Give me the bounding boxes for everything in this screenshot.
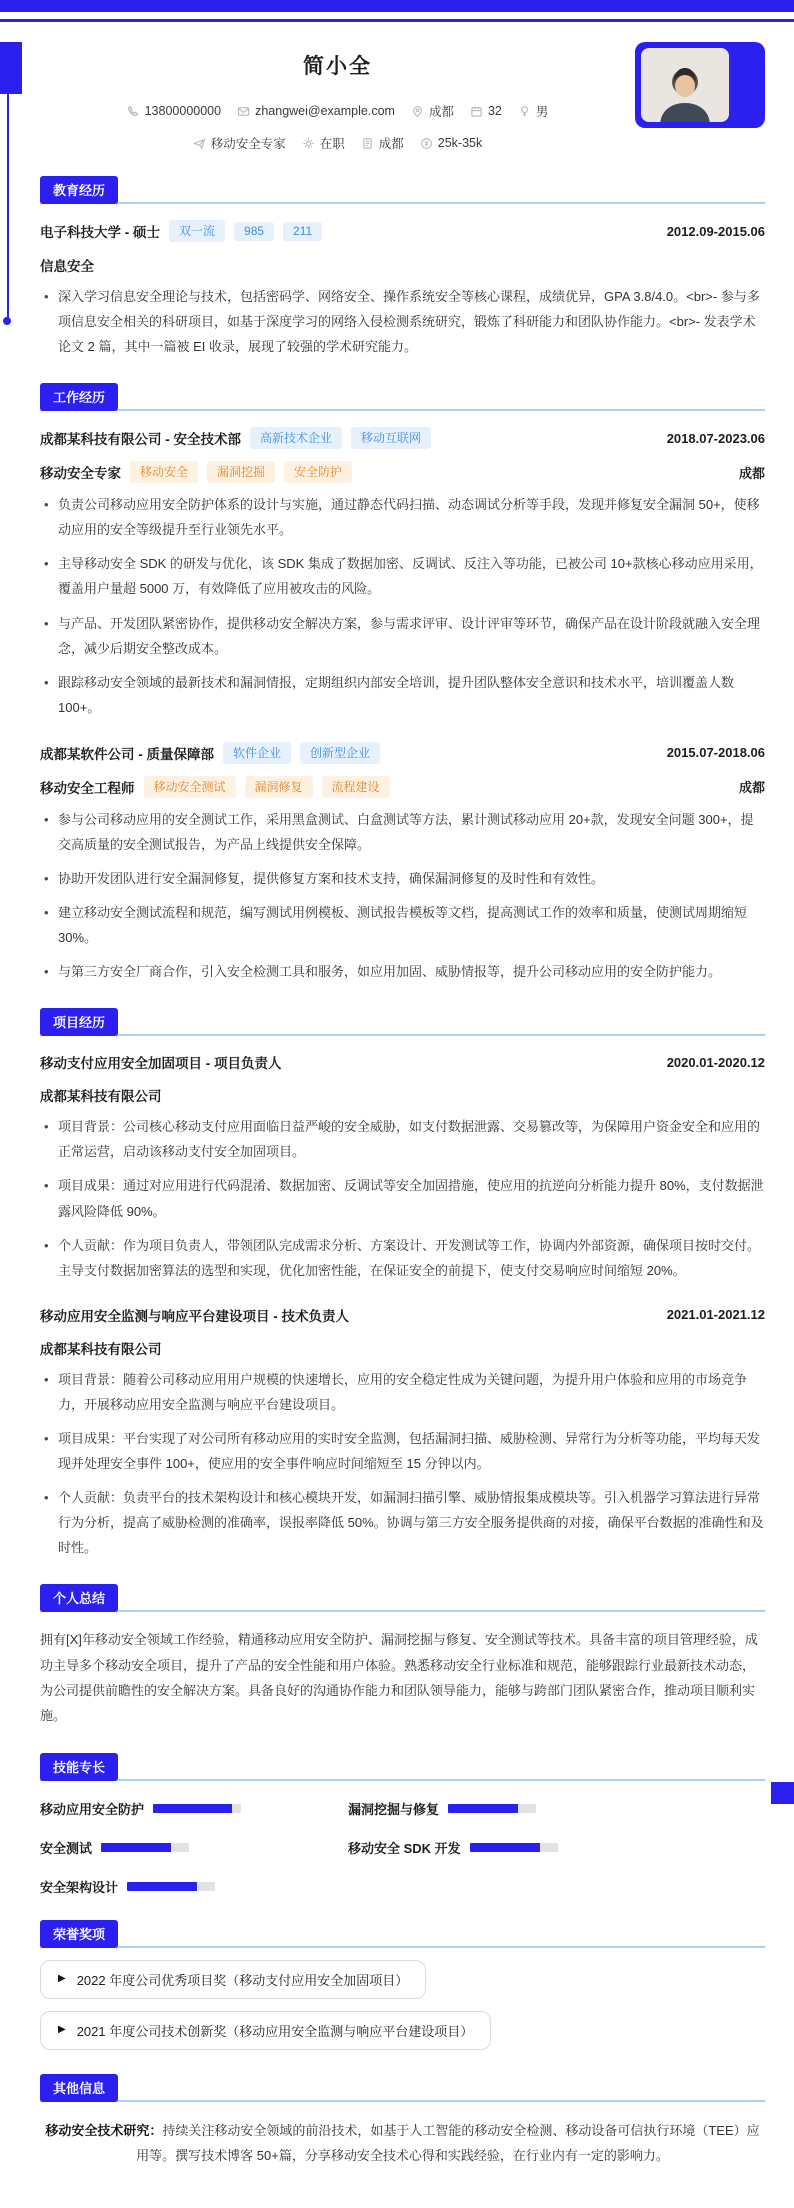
work-bullet: • 建立移动安全测试流程和规范，编写测试用例模板、测试报告模板等文档，提高测试工作的效率和质量，使测试周期缩短 30%。 <box>40 900 765 950</box>
section-education <box>40 176 765 359</box>
top-accent-bar <box>0 0 794 12</box>
project-company: 成都某科技有限公司 <box>40 1089 162 1105</box>
section-title-badge: 荣誉奖项 <box>40 1920 118 1948</box>
section-header <box>40 1753 765 1781</box>
role-tag: 移动安全 <box>130 461 198 483</box>
school-tag: 985 <box>234 222 274 241</box>
company-tag: 软件企业 <box>223 742 291 764</box>
skill-bar-track <box>153 1804 241 1813</box>
candidate-name: 简小全 <box>303 55 372 78</box>
section-header <box>40 383 765 411</box>
section-title-badge: 其他信息 <box>40 2074 118 2102</box>
age-icon <box>470 105 483 118</box>
left-accent-line <box>7 94 9 318</box>
left-accent-dot <box>3 317 11 325</box>
section-work <box>40 383 765 984</box>
project-bullet: • 项目成果：平台实现了对公司所有移动应用的实时安全监测，包括漏洞扫描、威胁检测、异常行为分析等功能，平均每天发现并处理安全事件 100+，使应用的安全事件响应时间缩短至 15 分钟以内。 <box>40 1426 765 1476</box>
honor-text: 2022 年度公司优秀项目奖（移动支付应用安全加固项目） <box>76 1972 409 1988</box>
other-info-text: 持续关注移动安全领域的前沿技术，如基于人工智能的移动安全检测、移动设备可信执行环境（TEE）应用等。撰写技术博客 50+篇，分享移动安全技术心得和实践经验，在行业内有一定的影响力。 <box>136 2122 760 2164</box>
skill-item <box>348 1838 765 1857</box>
role-tag: 漏洞挖掘 <box>207 461 275 483</box>
role-tag: 漏洞修复 <box>245 776 313 798</box>
role-tag: 安全防护 <box>284 461 352 483</box>
skill-label: 移动安全 SDK 开发 <box>348 1840 461 1856</box>
photo-frame <box>635 42 765 128</box>
contact-row-intention <box>40 134 635 152</box>
section-header <box>40 2074 765 2102</box>
project-bullet: • 个人贡献：负责平台的技术架构设计和核心模块开发，如漏洞扫描引擎、威胁情报集成模块等。引入机器学习算法进行异常行为分析，提高了威胁检测的准确率，误报率降低 50%。协调与第三方安全服务提供商的对接，确保平台数据的准确性和及时性。 <box>40 1485 765 1560</box>
company-tag: 创新型企业 <box>300 742 380 764</box>
skill-item <box>348 1799 765 1818</box>
project-bullet: • 项目背景：随着公司移动应用用户规模的快速增长，应用的安全稳定性成为关键问题，为提升用户体验和应用的市场竞争力，开展移动应用安全监测与响应平台建设项目。 <box>40 1367 765 1417</box>
work-bullet: • 与产品、开发团队紧密协作，提供移动安全解决方案，参与需求评审、设计评审等环节，确保产品在设计阶段就融入安全理念，减少后期安全整改成本。 <box>40 611 765 661</box>
work-bullet: • 负责公司移动应用安全防护体系的设计与实施，通过静态代码扫描、动态调试分析等手段，发现并修复安全漏洞 50+，使移动应用的安全等级提升至行业领先水平。 <box>40 492 765 542</box>
skill-bar-fill <box>153 1804 232 1813</box>
city-icon <box>361 137 374 150</box>
role-title: 移动安全工程师 <box>40 780 135 796</box>
role-tag: 流程建设 <box>322 776 390 798</box>
work-date: 2018.07-2023.06 <box>666 430 765 446</box>
contact-job-intent: 移动安全专家 <box>193 134 286 152</box>
gender-icon <box>518 105 531 118</box>
education-bullet: • 深入学习信息安全理论与技术，包括密码学、网络安全、操作系统安全等核心课程，成绩优异，GPA 3.8/4.0。<br>- 参与多项信息安全相关的科研项目，如基于深度学习的网络入侵检测系统研究，锻炼了科研能力和团队协作能力。<br>- 发表学术论文 2 篇，其中一篇被 EI 收录，展现了较强的学术研究能力。 <box>40 284 765 359</box>
skill-item <box>40 1877 348 1896</box>
skill-label: 漏洞挖掘与修复 <box>348 1801 440 1817</box>
education-major: 信息安全 <box>40 259 94 274</box>
left-accent-square <box>0 42 22 94</box>
work-role-row <box>40 776 765 798</box>
work-location: 成都 <box>738 465 765 481</box>
honor-text: 2021 年度公司技术创新奖（移动应用安全监测与响应平台建设项目） <box>76 2023 474 2039</box>
contact-age: 32 <box>470 104 502 118</box>
school-name: 电子科技大学 - 硕士 <box>40 225 160 240</box>
project-entry-header <box>40 1052 765 1072</box>
work-entry-header <box>40 742 765 764</box>
section-title-badge: 项目经历 <box>40 1008 118 1036</box>
section-title-badge: 教育经历 <box>40 176 118 204</box>
work-bullet: • 协助开发团队进行安全漏洞修复，提供修复方案和技术支持，确保漏洞修复的及时性和有效性。 <box>40 866 765 891</box>
section-title-badge: 技能专长 <box>40 1753 118 1781</box>
project-name: 移动应用安全监测与响应平台建设项目 - 技术负责人 <box>40 1308 349 1324</box>
email-icon <box>237 105 250 118</box>
contact-email: zhangwei@example.com <box>237 104 395 118</box>
school-tag: 双一流 <box>169 220 225 242</box>
education-date: 2012.09-2015.06 <box>666 223 765 239</box>
skill-bar-track <box>127 1882 215 1891</box>
section-skills <box>40 1753 765 1896</box>
resume-header <box>40 38 765 152</box>
project-name: 移动支付应用安全加固项目 - 项目负责人 <box>40 1056 282 1072</box>
contact-location: 成都 <box>411 102 454 120</box>
contact-job-status: 在职 <box>302 134 345 152</box>
job-intent-icon <box>193 137 206 150</box>
skill-bar-fill <box>448 1804 518 1813</box>
skills-grid <box>40 1799 765 1896</box>
honor-item[interactable] <box>40 1960 426 1999</box>
section-header <box>40 1008 765 1036</box>
contact-phone: 13800000000 <box>127 104 221 118</box>
work-entry-header <box>40 427 765 449</box>
contact-row-basic <box>40 102 635 120</box>
skill-label: 安全测试 <box>40 1840 93 1856</box>
company-name: 成都某科技有限公司 - 安全技术部 <box>40 432 241 448</box>
section-title-badge: 工作经历 <box>40 383 118 411</box>
project-bullet: • 个人贡献：作为项目负责人，带领团队完成需求分析、方案设计、开发测试等工作，协调内外部资源，确保项目按时交付。主导支付数据加密算法的选型和实现，优化加密性能，在保证安全的前提下，使支付交易响应时间缩短 20%。 <box>40 1233 765 1283</box>
honor-list <box>40 2011 765 2050</box>
salary-icon <box>420 137 433 150</box>
education-entry-header <box>40 220 765 242</box>
header-info <box>40 38 635 152</box>
triangle-right-icon: ▶ <box>58 1973 66 1985</box>
project-bullet: • 项目背景：公司核心移动支付应用面临日益严峻的安全威胁，如支付数据泄露、交易篡改等，为保障用户资金安全和应用的正常运营，启动该移动支付安全加固项目。 <box>40 1114 765 1164</box>
avatar <box>641 48 729 122</box>
work-location: 成都 <box>738 780 765 796</box>
skill-bar-fill <box>101 1843 171 1852</box>
work-bullet: • 与第三方安全厂商合作，引入安全检测工具和服务，如应用加固、威胁情报等，提升公司移动应用的安全防护能力。 <box>40 959 765 984</box>
section-other <box>40 2074 765 2169</box>
top-bar-gap <box>0 12 794 19</box>
school-tag: 211 <box>283 222 322 241</box>
honor-item[interactable] <box>40 2011 491 2050</box>
company-tag: 高新技术企业 <box>250 427 342 449</box>
section-header <box>40 1920 765 1948</box>
section-header <box>40 176 765 204</box>
section-header <box>40 1584 765 1612</box>
contact-gender: 男 <box>518 102 549 120</box>
role-title: 移动安全专家 <box>40 466 121 482</box>
project-date: 2021.01-2021.12 <box>666 1307 765 1323</box>
work-bullet: • 跟踪移动安全领域的最新技术和漏洞情报，定期组织内部安全培训，提升团队整体安全意识和技术水平，培训覆盖人数 100+。 <box>40 670 765 720</box>
job-status-icon <box>302 137 315 150</box>
project-date: 2020.01-2020.12 <box>666 1054 765 1070</box>
contact-salary: 25k-35k <box>420 136 482 150</box>
work-date: 2015.07-2018.06 <box>666 745 765 761</box>
section-title-badge: 个人总结 <box>40 1584 118 1612</box>
project-bullet: • 项目成果：通过对应用进行代码混淆、数据加密、反调试等安全加固措施，使应用的抗逆向分析能力提升 80%，支付数据泄露风险降低 90%。 <box>40 1173 765 1223</box>
phone-icon <box>127 105 140 118</box>
honor-list <box>40 1960 765 1999</box>
role-tag: 移动安全测试 <box>144 776 236 798</box>
resume-page <box>0 22 794 2208</box>
skill-bar-fill <box>127 1882 197 1891</box>
skill-label: 移动应用安全防护 <box>40 1801 145 1817</box>
project-entry-header <box>40 1305 765 1325</box>
company-tag: 移动互联网 <box>351 427 431 449</box>
skill-bar-track <box>101 1843 189 1852</box>
skill-bar-fill <box>470 1843 540 1852</box>
section-summary <box>40 1584 765 1728</box>
work-bullet: • 主导移动安全 SDK 的研发与优化，该 SDK 集成了数据加密、反调试、反注入等功能，已被公司 10+款核心移动应用采用，覆盖用户量超 5000 万，有效降低了应用被攻击的风险。 <box>40 551 765 601</box>
skill-item <box>40 1799 348 1818</box>
section-honors <box>40 1920 765 2050</box>
skill-label: 安全架构设计 <box>40 1879 119 1895</box>
other-info-paragraph <box>40 2118 765 2169</box>
work-bullet: • 参与公司移动应用的安全测试工作，采用黑盒测试、白盒测试等方法，累计测试移动应用 20+款，发现安全问题 300+，提交高质量的安全测试报告，为产品上线提供安全保障。 <box>40 807 765 857</box>
summary-text: 拥有[X]年移动安全领域工作经验，精通移动应用安全防护、漏洞挖掘与修复、安全测试等技术。具备丰富的项目管理经验，成功主导多个移动安全项目，提升了产品的安全性能和用户体验。熟悉移动安全行业标准和规范，能够跟踪行业最新技术动态，为公司提供前瞻性的安全解决方案。具备良好的沟通协作能力和团队领导能力，能够与跨部门团队紧密合作，推动项目顺利实施。 <box>40 1632 758 1724</box>
skill-bar-track <box>448 1804 536 1813</box>
section-projects <box>40 1008 765 1560</box>
skill-bar-track <box>470 1843 558 1852</box>
project-company: 成都某科技有限公司 <box>40 1341 162 1357</box>
skill-item <box>40 1838 348 1857</box>
triangle-right-icon: ▶ <box>58 2024 66 2036</box>
other-info-label: 移动安全技术研究： <box>45 2122 163 2138</box>
company-name: 成都某软件公司 - 质量保障部 <box>40 746 214 762</box>
location-icon <box>411 105 424 118</box>
work-role-row <box>40 461 765 483</box>
right-accent-square <box>771 1782 794 1804</box>
contact-city: 成都 <box>361 134 404 152</box>
